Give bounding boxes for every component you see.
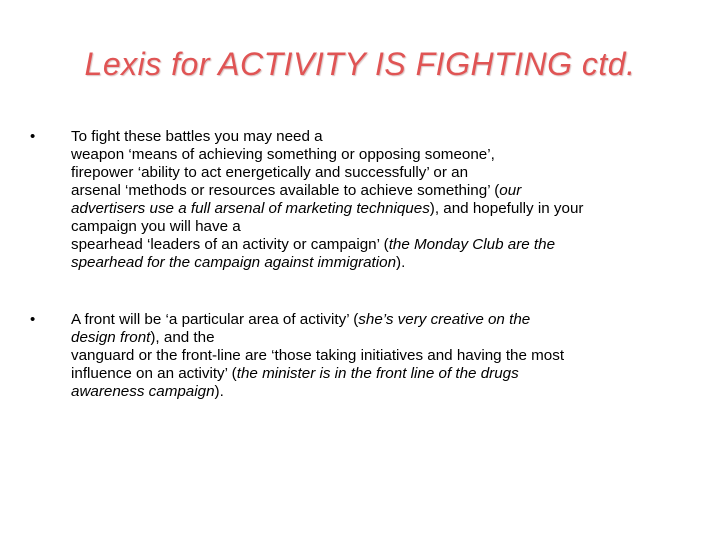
example-text: advertisers use a full arsenal of marketing techniques bbox=[71, 200, 430, 217]
example-text: design front bbox=[71, 329, 151, 346]
text-span: are ‘those taking initiatives and having the most bbox=[240, 347, 565, 364]
text-span: will be ‘a particular area of activity’ ( bbox=[114, 311, 359, 328]
text-line bbox=[71, 329, 689, 347]
example-text: she’s very creative on the bbox=[358, 311, 531, 328]
text-line bbox=[71, 182, 689, 200]
text-line bbox=[71, 347, 689, 365]
example-text: the minister is in the front line of the drugs bbox=[236, 365, 519, 382]
text-line bbox=[71, 236, 689, 254]
example-text: spearhead for the campaign against immigration bbox=[71, 254, 397, 271]
text-line bbox=[71, 383, 689, 401]
slide-title: Lexis for ACTIVITY IS FIGHTING ctd. bbox=[84, 46, 636, 82]
bullet-text bbox=[71, 128, 689, 272]
text-span: ). bbox=[396, 254, 406, 271]
term-front-line: front-line bbox=[181, 347, 241, 364]
term-front: front bbox=[84, 311, 115, 328]
text-span: ‘leaders of an activity or campaign’ ( bbox=[142, 236, 389, 253]
term-weapon: weapon bbox=[71, 146, 125, 163]
text-line bbox=[71, 200, 689, 218]
example-text: awareness campaign bbox=[71, 383, 215, 400]
text-span: ‘methods or resources available to achieve something’ ( bbox=[120, 182, 500, 199]
text-span: campaign you will have a bbox=[71, 218, 241, 235]
bullet-text bbox=[71, 311, 689, 401]
text-line bbox=[71, 218, 689, 236]
text-span: ), and the bbox=[150, 329, 215, 346]
example-text: our bbox=[499, 182, 522, 199]
text-span: ‘means of achieving something or opposing someone’, bbox=[124, 146, 495, 163]
bullet-marker: • bbox=[30, 311, 36, 328]
text-line bbox=[71, 254, 689, 272]
term-firepower: firepower bbox=[71, 164, 134, 181]
term-arsenal: arsenal bbox=[71, 182, 121, 199]
text-span: ‘ability to act energetically and successfully’ or an bbox=[133, 164, 469, 181]
term-vanguard: vanguard bbox=[71, 347, 135, 364]
text-line bbox=[71, 365, 689, 383]
text-line bbox=[71, 164, 689, 182]
text-span: or the bbox=[134, 347, 182, 364]
bullet-marker: • bbox=[30, 128, 36, 145]
text-line bbox=[71, 146, 689, 164]
example-text: the Monday Club are the bbox=[388, 236, 556, 253]
text-span: ). bbox=[214, 383, 224, 400]
text-line bbox=[71, 128, 689, 146]
text-span: A bbox=[71, 311, 85, 328]
term-spearhead: spearhead bbox=[71, 236, 143, 253]
text-span: To fight these battles you may need a bbox=[71, 128, 323, 145]
text-line bbox=[71, 311, 689, 329]
text-span: ), and hopefully in your bbox=[429, 200, 584, 217]
text-span: influence on an activity’ ( bbox=[71, 365, 237, 382]
